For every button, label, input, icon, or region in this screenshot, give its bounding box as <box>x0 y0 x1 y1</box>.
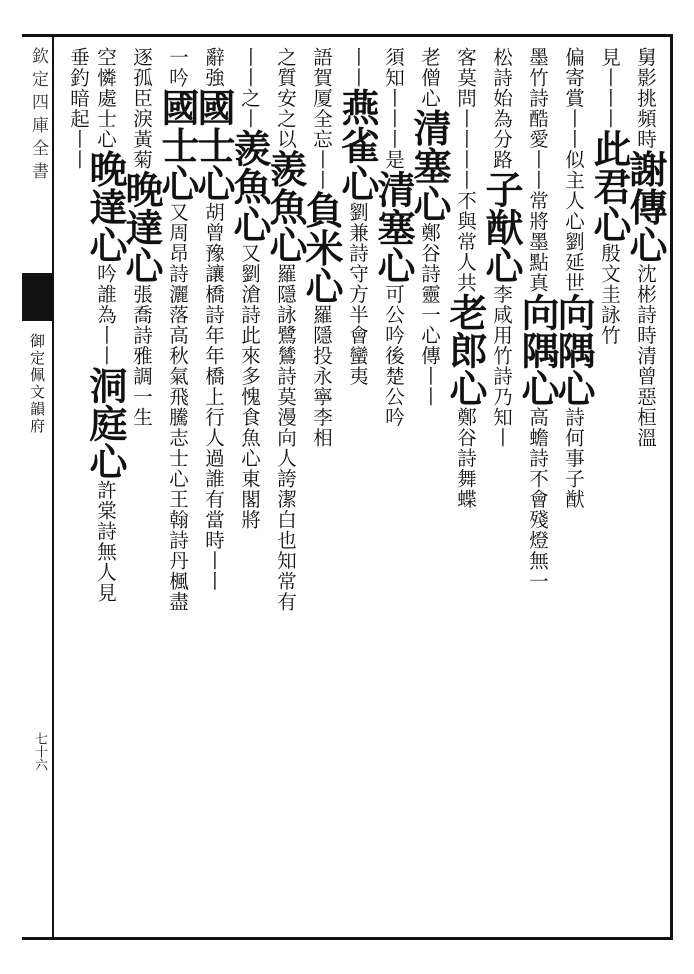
text-segment: 垂釣暗起丨丨 <box>67 47 90 170</box>
text-segment: 李咸用竹詩乃知丨 <box>490 284 513 448</box>
text-segment: 鄭谷詩靈一心傳丨丨 <box>418 222 441 407</box>
headword: 羨魚心 <box>227 129 272 243</box>
text-segment: 辭強 <box>202 47 225 88</box>
page-frame <box>22 34 673 940</box>
text-segment: 殷文圭詠竹 <box>598 243 621 346</box>
text-segment: 須知丨丨丨是 <box>382 47 405 170</box>
text-segment: 之質安之以 <box>274 47 297 150</box>
text-column <box>263 47 308 929</box>
text-segment: 舅影挑頻時 <box>634 47 657 150</box>
text-segment: 空憐處士心 <box>94 47 117 150</box>
text-segment: 胡曾豫讓橋詩年年橋上行人過誰有當時丨丨 <box>202 202 225 592</box>
text-segment: 可公吟後楚公吟 <box>382 284 405 428</box>
text-segment: 劉兼詩守方半會蠻夷 <box>346 202 369 387</box>
headword: 晚達心 <box>119 170 164 284</box>
headword: 老郎心 <box>443 293 488 407</box>
text-segment: 丨丨之丨 <box>238 47 261 129</box>
headword: 子猷心 <box>479 170 524 284</box>
headword: 洞庭心 <box>83 366 128 480</box>
headword: 向隅心 <box>515 293 560 407</box>
text-column <box>479 47 524 929</box>
text-columns <box>56 47 668 929</box>
text-column <box>623 47 668 929</box>
page-number: 七十六 <box>32 732 47 771</box>
text-segment: 老僧心 <box>418 47 441 109</box>
headword: 燕雀心 <box>335 88 380 202</box>
text-segment: 羅隱詠鷺鷥詩莫漫向人誇潔白也知常有 <box>274 263 297 612</box>
text-column <box>407 47 452 929</box>
headword: 清塞心 <box>371 170 416 284</box>
text-column <box>515 47 560 929</box>
text-segment: 高蟾詩不會殘燈無一 <box>526 407 549 592</box>
headword: 此君心 <box>587 129 632 243</box>
book-title: 御定佩文韻府 <box>28 333 46 435</box>
text-segment: 松詩始為分路 <box>490 47 513 170</box>
text-segment: 沈彬詩時清曾惡桓溫 <box>634 263 657 448</box>
text-segment: 見丨丨丨 <box>598 47 621 129</box>
fishtail-mark <box>22 273 52 321</box>
text-segment: 客莫問丨丨丨丨不與常人共 <box>454 47 477 293</box>
text-segment: 逐孤臣淚黃菊 <box>130 47 153 170</box>
text-segment: 又周昂詩灑落高秋氣飛騰志士心王翰詩丹楓盡 <box>166 202 189 612</box>
headword: 羨魚心 <box>263 149 308 264</box>
text-segment: 吟誰為丨丨 <box>94 263 117 366</box>
text-segment: 一吟 <box>166 47 189 88</box>
text-segment: 許棠詩無人見 <box>94 480 117 603</box>
text-segment: 偏寄賞丨丨似主人心劉延世 <box>562 47 585 293</box>
text-segment: 墨竹詩酷愛丨丨常將墨點真 <box>526 47 549 293</box>
page-gutter <box>22 37 54 937</box>
headword: 國士心 <box>191 88 236 202</box>
text-segment: 詩何事子猷 <box>562 407 585 510</box>
headword: 國士心 <box>155 88 200 202</box>
headword: 謝傳心 <box>623 149 668 264</box>
text-segment: 丨丨 <box>346 47 369 88</box>
headword: 向隅心 <box>551 293 596 407</box>
text-segment: 語賀厦全忘丨丨 <box>310 47 333 191</box>
headword: 清塞心 <box>407 108 452 223</box>
text-segment: 張喬詩雅調一生 <box>130 284 153 428</box>
headword: 晚達心 <box>83 149 128 264</box>
text-segment: 又劉滄詩此來多愧食魚心東閣將 <box>238 243 261 530</box>
text-segment: 鄭谷詩舞蝶 <box>454 407 477 510</box>
headword: 負米心 <box>299 190 344 305</box>
text-segment: 羅隱投永寧李相 <box>310 304 333 448</box>
book-title-top: 欽定四庫全書 <box>28 47 48 185</box>
